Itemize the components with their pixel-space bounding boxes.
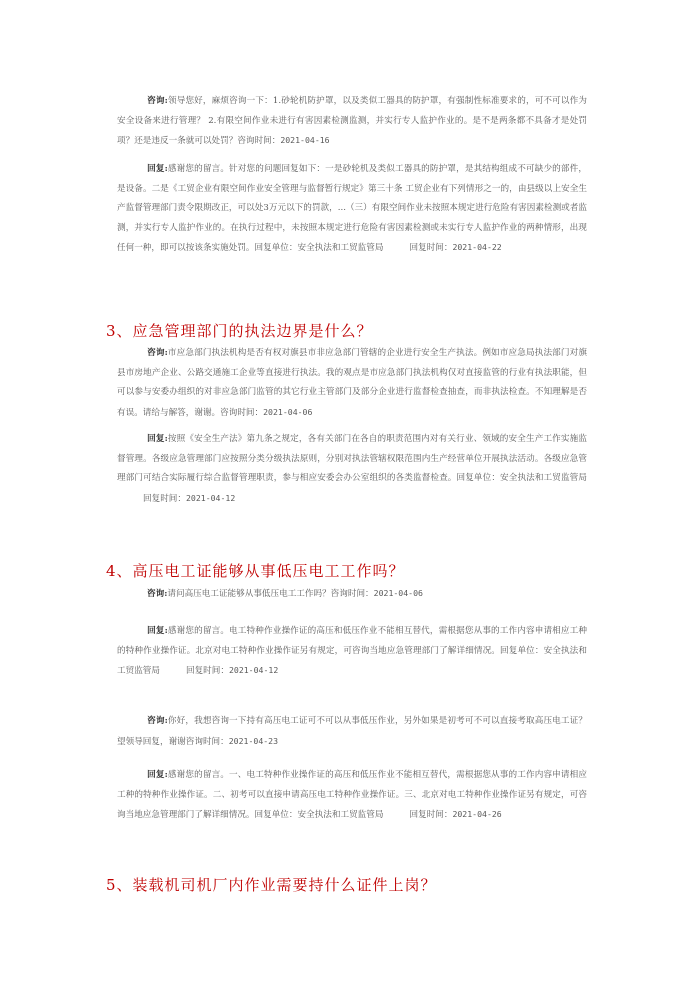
reply-label: 回复: [147, 434, 168, 444]
section-heading-3: 3、应急管理部门的执法边界是什么？ [106, 322, 373, 340]
reply-label: 回复: [147, 164, 168, 174]
consult-text: 请问高压电工证能够从事低压电工工作吗？ [167, 589, 331, 599]
reply-unit-label: 回复单位： [456, 473, 501, 484]
reply-unit-label: 回复单位： [254, 243, 298, 254]
consult-time-label: 咨询时间： [237, 136, 281, 147]
consult-label: 咨询: [147, 716, 168, 726]
consult-entry-3 [117, 584, 587, 605]
section-heading-4: 4、高压电工证能够从事低压电工工作吗？ [106, 562, 405, 580]
reply-entry-4 [117, 766, 587, 826]
reply-time: 2021-04-12 [228, 665, 279, 676]
reply-unit-label: 回复单位： [500, 645, 544, 656]
consult-time: 2021-04-06 [373, 588, 423, 598]
consult-time-label: 咨询时间： [330, 589, 374, 599]
reply-label: 回复: [147, 770, 168, 780]
consult-label: 咨询: [147, 589, 168, 599]
reply-text: 按照《安全生产法》第九条之规定，各有关部门在各自的职责范围内对有关行业、领域的安全生产工作实施监督管理。各级应急管理部门应按照分类分级执法原则，分别对执法管辖权限范围内生产经营单位开展执法活动。各级应急管理部门可结合实际履行综合监督管理职责，参与相应安委会办公室组织的各类监督检查。 [117, 434, 587, 484]
reply-text: 感谢您的留言。针对您的问题回复如下：一是砂轮机及类似工器具的防护罩，是其结构组成不可缺少的部件，是设备。二是《工贸企业有限空间作业安全管理与监督暂行规定》第三十条 工贸企业有下列情形之一的，由县级以上安全生产监督管理部门责令限期改正，可以处3万元以下的罚款，...（三）有限空间作业未按照本规定进行危险有害因素检测或者监测，并实行专人监护作业的。在执行过程中，未按照本规定进行危险有害因素检测或未实行专人监护作业的两种情形，出现任何一种，即可以按该条实施处罚。 [117, 164, 587, 254]
reply-entry-3 [117, 622, 587, 682]
reply-unit: 安全执法和工贸监管局 [500, 473, 587, 484]
reply-unit-label: 回复单位： [254, 810, 298, 821]
consult-time: 2021-04-06 [263, 406, 313, 417]
consult-text: 你好，我想咨询一下持有高压电工证可不可以从事低压作业，另外如果是初考可不可以直接考取高压电工证？望领导回复，谢谢 [117, 716, 587, 747]
consult-time: 2021-04-16 [280, 135, 330, 146]
reply-entry-1 [117, 160, 587, 259]
reply-entry-2 [117, 430, 587, 509]
consult-text: 市应急部门执法机构是否有权对旗县市非应急部门管辖的企业进行安全生产执法。例如市应急局执法部门对旗县市房地产企业、公路交通施工企业等直接进行执法。我的观点是市应急部门执法机构仅对直接监管的行业有执法职能，但可以参与安委办组织的对非应急部门监管的其它行业主管部门及部分企业进行监督检查抽查，而非执法检查。不知理解是否有误。请给与解答，谢谢。 [117, 348, 587, 418]
consult-time: 2021-04-23 [228, 735, 279, 746]
consult-label: 咨询: [147, 96, 168, 106]
reply-time-label: 回复时间： [185, 666, 229, 677]
reply-label: 回复: [147, 626, 168, 636]
reply-time: 2021-04-12 [185, 492, 236, 503]
consult-entry-4 [117, 712, 587, 752]
reply-time: 2021-04-26 [452, 809, 502, 820]
reply-time: 2021-04-22 [452, 242, 502, 253]
consult-entry-1 [117, 92, 587, 152]
reply-text: 感谢您的留言。一、电工特种作业操作证的高压和低压作业不能相互替代，需根据您从事的工作内容申请相应工种的特种作业操作证。二、初考可以直接申请高压电工特种作业操作证。三、北京对电工特种作业操作证另有规定，可咨询当地应急管理部门了解详细情况。 [117, 770, 587, 821]
reply-time-label: 回复时间： [409, 810, 453, 821]
consult-time-label: 咨询时间： [220, 407, 264, 418]
reply-time-label: 回复时间： [409, 243, 453, 254]
consult-label: 咨询: [147, 348, 168, 358]
reply-unit: 安全执法和工贸监管局 [117, 645, 587, 677]
consult-time-label: 咨询时间： [185, 736, 229, 747]
reply-unit: 安全执法和工贸监管局 [297, 810, 384, 821]
reply-text: 感谢您的留言。电工特种作业操作证的高压和低压作业不能相互替代，需根据您从事的工作内容申请相应工种的特种作业操作证。北京对电工特种作业操作证另有规定，可咨询当地应急管理部门了解详细情况。 [117, 626, 587, 656]
consult-text: 领导您好，麻烦咨询一下：1.砂轮机防护罩，以及类似工器具的防护罩，有强制性标准要求的，可不可以作为安全设备来进行管理？ 2.有限空间作业未进行有害因素检测监测，并实行专人监护作业的。是不是两条都不具备才是处罚项？还是违反一条就可以处罚？ [117, 96, 587, 147]
reply-time-label: 回复时间： [143, 493, 186, 504]
reply-unit: 安全执法和工贸监管局 [297, 243, 384, 254]
section-heading-5: 5、装载机司机厂内作业需要持什么证件上岗？ [106, 876, 437, 894]
consult-entry-2 [117, 344, 587, 423]
